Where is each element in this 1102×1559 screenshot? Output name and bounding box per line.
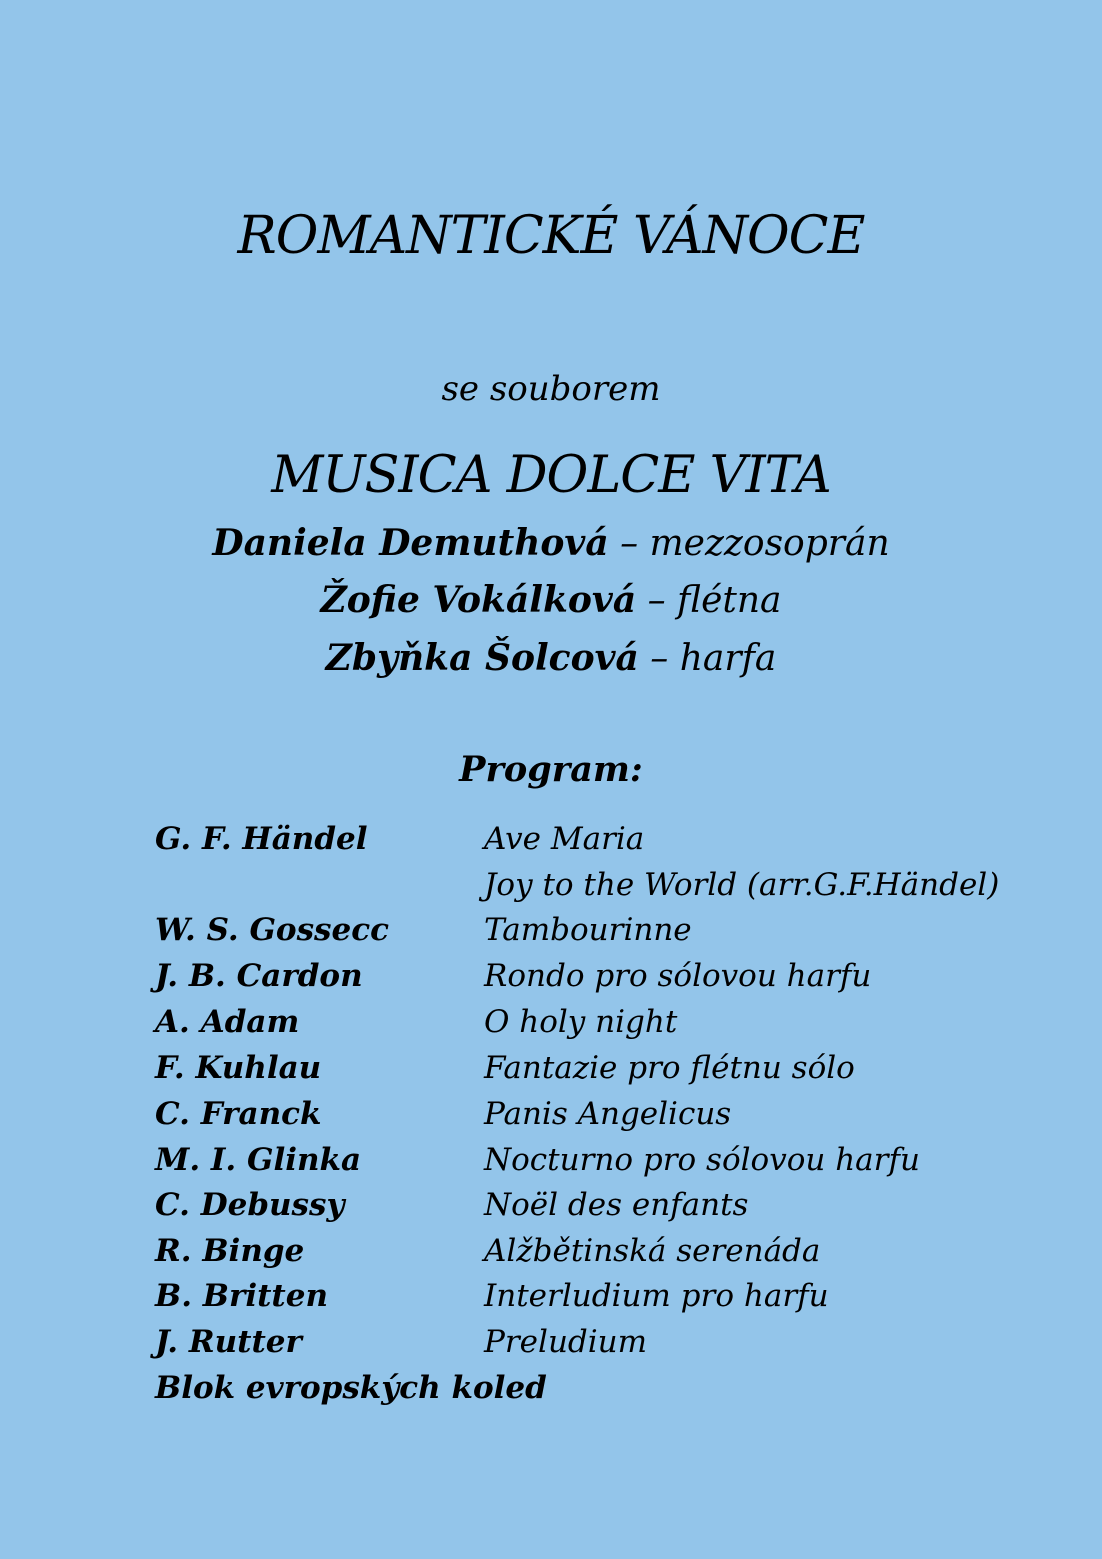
program-work: Noël des enfants: [484, 1187, 749, 1223]
poster-title: ROMANTICKÉ VÁNOCE: [237, 206, 865, 266]
program-row: [0, 1228, 1102, 1274]
program-composer: M. I. Glinka: [155, 1142, 362, 1178]
program-row: [0, 999, 1102, 1045]
program-composer: W. S. Gossecc: [155, 912, 389, 948]
program-composer: Blok evropských koled: [155, 1370, 547, 1406]
program-composer: C. Debussy: [155, 1187, 345, 1223]
program-row: [0, 953, 1102, 999]
program-row: [0, 862, 1102, 908]
program-row: [0, 1273, 1102, 1319]
program-composer: A. Adam: [155, 1004, 300, 1040]
ensemble-name: MUSICA DOLCE VITA: [271, 446, 831, 505]
program-composer: B. Britten: [155, 1278, 328, 1314]
program-composer: J. Rutter: [155, 1324, 302, 1360]
program-work: Rondo pro sólovou harfu: [484, 958, 872, 994]
member-name: Zbyňka Šolcová: [325, 637, 639, 679]
program-composer: J. B. Cardon: [155, 958, 363, 994]
program-row: [0, 816, 1102, 862]
program-composer: F. Kuhlau: [155, 1050, 322, 1086]
program-composer: G. F. Händel: [155, 821, 368, 857]
program-row: [0, 1182, 1102, 1228]
program-work: Joy to the World (arr.G.F.Händel): [484, 867, 1000, 903]
program-row: [0, 1045, 1102, 1091]
program-work: Ave Maria: [484, 821, 645, 857]
member-role: – harfa: [638, 638, 777, 679]
program-composer: C. Franck: [155, 1096, 322, 1132]
program-heading: Program:: [459, 749, 643, 790]
program-row: [0, 1091, 1102, 1137]
program-work: Fantazie pro flétnu sólo: [484, 1050, 855, 1086]
program-work: Preludium: [484, 1324, 648, 1360]
subtitle: se souborem: [441, 369, 661, 409]
program-row: [0, 1319, 1102, 1365]
program-row: [0, 907, 1102, 953]
program-row: [0, 1365, 1102, 1411]
program-work: O holy night: [484, 1004, 678, 1040]
member-role: – mezzosoprán: [608, 523, 890, 564]
program-composer: R. Binge: [155, 1233, 305, 1269]
member-name: Daniela Demuthová: [212, 522, 609, 564]
program-work: Tambourinne: [484, 912, 692, 948]
program-work: Nocturno pro sólovou harfu: [484, 1142, 920, 1178]
program-work: Interludium pro harfu: [484, 1278, 829, 1314]
program-row: [0, 1137, 1102, 1183]
member-role: – flétna: [636, 580, 782, 621]
program-work: Panis Angelicus: [484, 1096, 732, 1132]
program-work: Alžbětinská serenáda: [484, 1233, 821, 1269]
member-name: Žofie Vokálková: [320, 579, 637, 621]
